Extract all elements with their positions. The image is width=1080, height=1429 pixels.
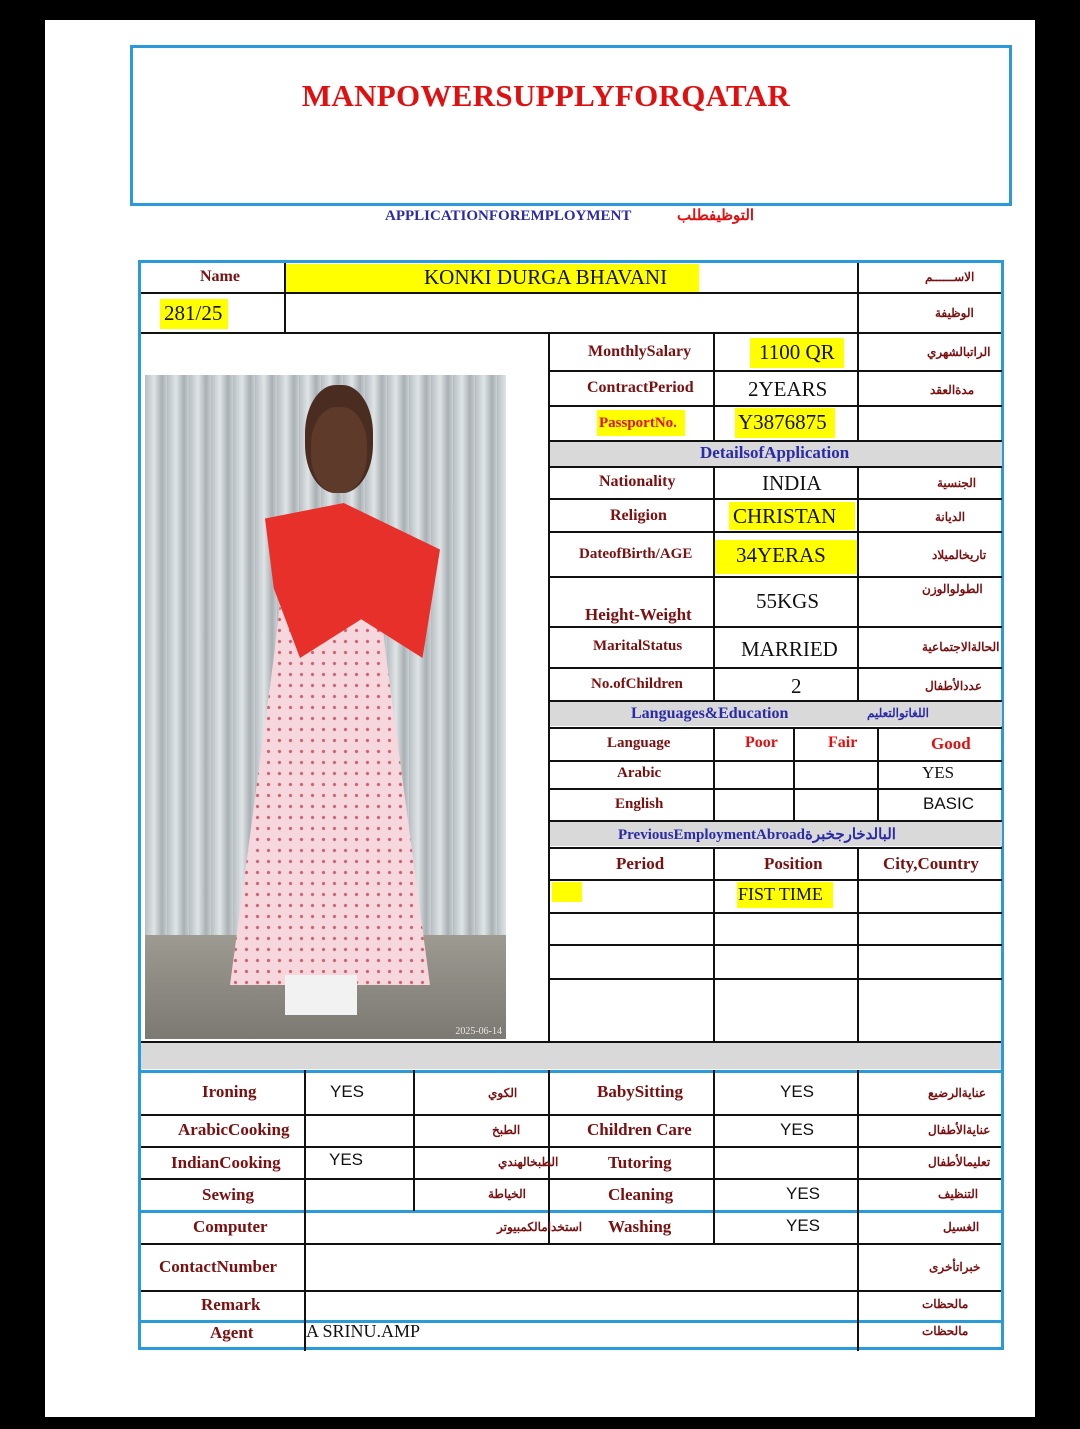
photo-timestamp: 2025-06-14 <box>455 1026 502 1037</box>
languages-heading-arabic: اللغاتوالتعليم <box>867 706 929 720</box>
nationality: INDIA <box>762 471 822 495</box>
marital-status-label: MaritalStatus <box>593 638 683 654</box>
marital-status-arabic: الحالةالاجتماعية <box>922 640 1000 654</box>
language-column: Language <box>607 735 671 751</box>
contract-period-label: ContractPeriod <box>587 379 694 396</box>
childcare-label: Children Care <box>587 1120 692 1139</box>
childcare-arabic: عنايةالأطفال <box>928 1123 991 1137</box>
previous-position: FIST TIME <box>738 884 823 904</box>
ironing-arabic: الكوي <box>488 1086 518 1100</box>
number-of-children: 2 <box>791 674 802 698</box>
name-label-arabic: الاســــــم <box>925 270 975 284</box>
height-weight: 55KGS <box>756 589 820 613</box>
fair-column: Fair <box>828 734 858 751</box>
poor-column: Poor <box>745 734 778 751</box>
monthly-salary: 1100 QR <box>759 340 835 364</box>
arabic-level: YES <box>922 763 955 782</box>
contract-period: 2YEARS <box>748 377 828 401</box>
dob-arabic: تاريخالميلاد <box>932 548 987 562</box>
period-highlight <box>552 882 582 902</box>
agent-arabic: مالحظات <box>922 1324 969 1338</box>
height-weight-arabic: الطولوالوزن <box>922 582 983 596</box>
religion: CHRISTAN <box>733 504 837 528</box>
contact-number-label: ContactNumber <box>159 1257 278 1276</box>
passport-number: Y3876875 <box>738 410 827 434</box>
computer-arabic: استخدامالكمبيوتر <box>497 1220 583 1234</box>
city-country-column: City,Country <box>883 854 979 873</box>
contract-period-arabic: مدةالعقد <box>930 383 975 397</box>
tutoring-label: Tutoring <box>608 1153 672 1172</box>
period-column: Period <box>616 854 665 873</box>
passport-label: PassportNo. <box>599 415 677 431</box>
nationality-arabic: الجنسية <box>937 476 977 490</box>
details-heading: DetailsofApplication <box>700 443 850 462</box>
english-label: English <box>615 796 664 812</box>
religion-label: Religion <box>610 507 667 524</box>
tutoring-arabic: تعليمالأطفال <box>928 1155 991 1169</box>
children-label: No.ofChildren <box>591 676 683 692</box>
remark-label: Remark <box>201 1295 261 1314</box>
separator-band <box>141 1043 1001 1069</box>
babysitting-arabic: عنايةالرضيع <box>928 1086 987 1100</box>
computer-label: Computer <box>193 1217 268 1236</box>
washing-value: YES <box>786 1216 821 1235</box>
form-subtitle-arabic: التوظيفطلب <box>677 208 755 224</box>
nationality-label: Nationality <box>599 473 676 490</box>
children-arabic: عددالأطفال <box>925 679 982 693</box>
name-label: Name <box>200 268 240 285</box>
sewing-label: Sewing <box>202 1185 254 1204</box>
cleaning-label: Cleaning <box>608 1185 674 1204</box>
babysitting-label: BabySitting <box>597 1082 683 1101</box>
reference-number: 281/25 <box>164 301 223 325</box>
marital-status: MARRIED <box>741 637 838 661</box>
cleaning-value: YES <box>786 1184 821 1203</box>
babysitting-value: YES <box>780 1082 815 1101</box>
languages-heading: Languages&Education <box>631 705 789 722</box>
arabic-cooking-arabic: الطبخ <box>492 1123 521 1137</box>
salary-label: MonthlySalary <box>588 343 692 360</box>
agent-name: A SRINU.AMP <box>306 1321 421 1341</box>
applicant-name: KONKI DURGA BHAVANI <box>424 265 668 289</box>
ironing-label: Ironing <box>202 1082 257 1101</box>
indian-cooking-value: YES <box>329 1150 364 1169</box>
job-label-arabic: الوظيفة <box>935 306 974 320</box>
page-title: MANPOWERSUPPLYFORQATAR <box>301 78 791 113</box>
agent-label: Agent <box>210 1323 254 1342</box>
religion-arabic: الديانة <box>935 510 966 524</box>
washing-arabic: الغسيل <box>943 1220 980 1234</box>
indian-cooking-arabic: الطبخالهندي <box>498 1155 559 1169</box>
arabic-cooking-label: ArabicCooking <box>178 1120 290 1139</box>
height-weight-label: Height-Weight <box>585 605 692 624</box>
cleaning-arabic: التنظيف <box>938 1187 979 1201</box>
arabic-label: Arabic <box>617 765 662 781</box>
remark-arabic: مالحظات <box>922 1297 969 1311</box>
salary-label-arabic: الراتبالشهري <box>927 345 991 359</box>
ironing-value: YES <box>330 1082 365 1101</box>
good-column: Good <box>931 734 971 753</box>
header-box <box>130 45 1012 206</box>
applicant-photo <box>145 375 506 1039</box>
washing-label: Washing <box>608 1217 672 1236</box>
sewing-arabic: الخياطة <box>488 1187 526 1201</box>
dob-label: DateofBirth/AGE <box>579 546 693 562</box>
employment-heading: PreviousEmploymentAbroadالبالدخارجخبرة <box>618 827 896 843</box>
application-sheet <box>45 20 1035 1417</box>
english-level: BASIC <box>923 794 975 813</box>
form-subtitle: APPLICATIONFOREMPLOYMENT <box>385 208 632 224</box>
contact-arabic: خبراتأخرى <box>929 1260 981 1274</box>
position-column: Position <box>764 854 823 873</box>
childcare-value: YES <box>780 1120 815 1139</box>
date-of-birth-age: 34YERAS <box>736 543 826 567</box>
indian-cooking-label: IndianCooking <box>171 1153 281 1172</box>
